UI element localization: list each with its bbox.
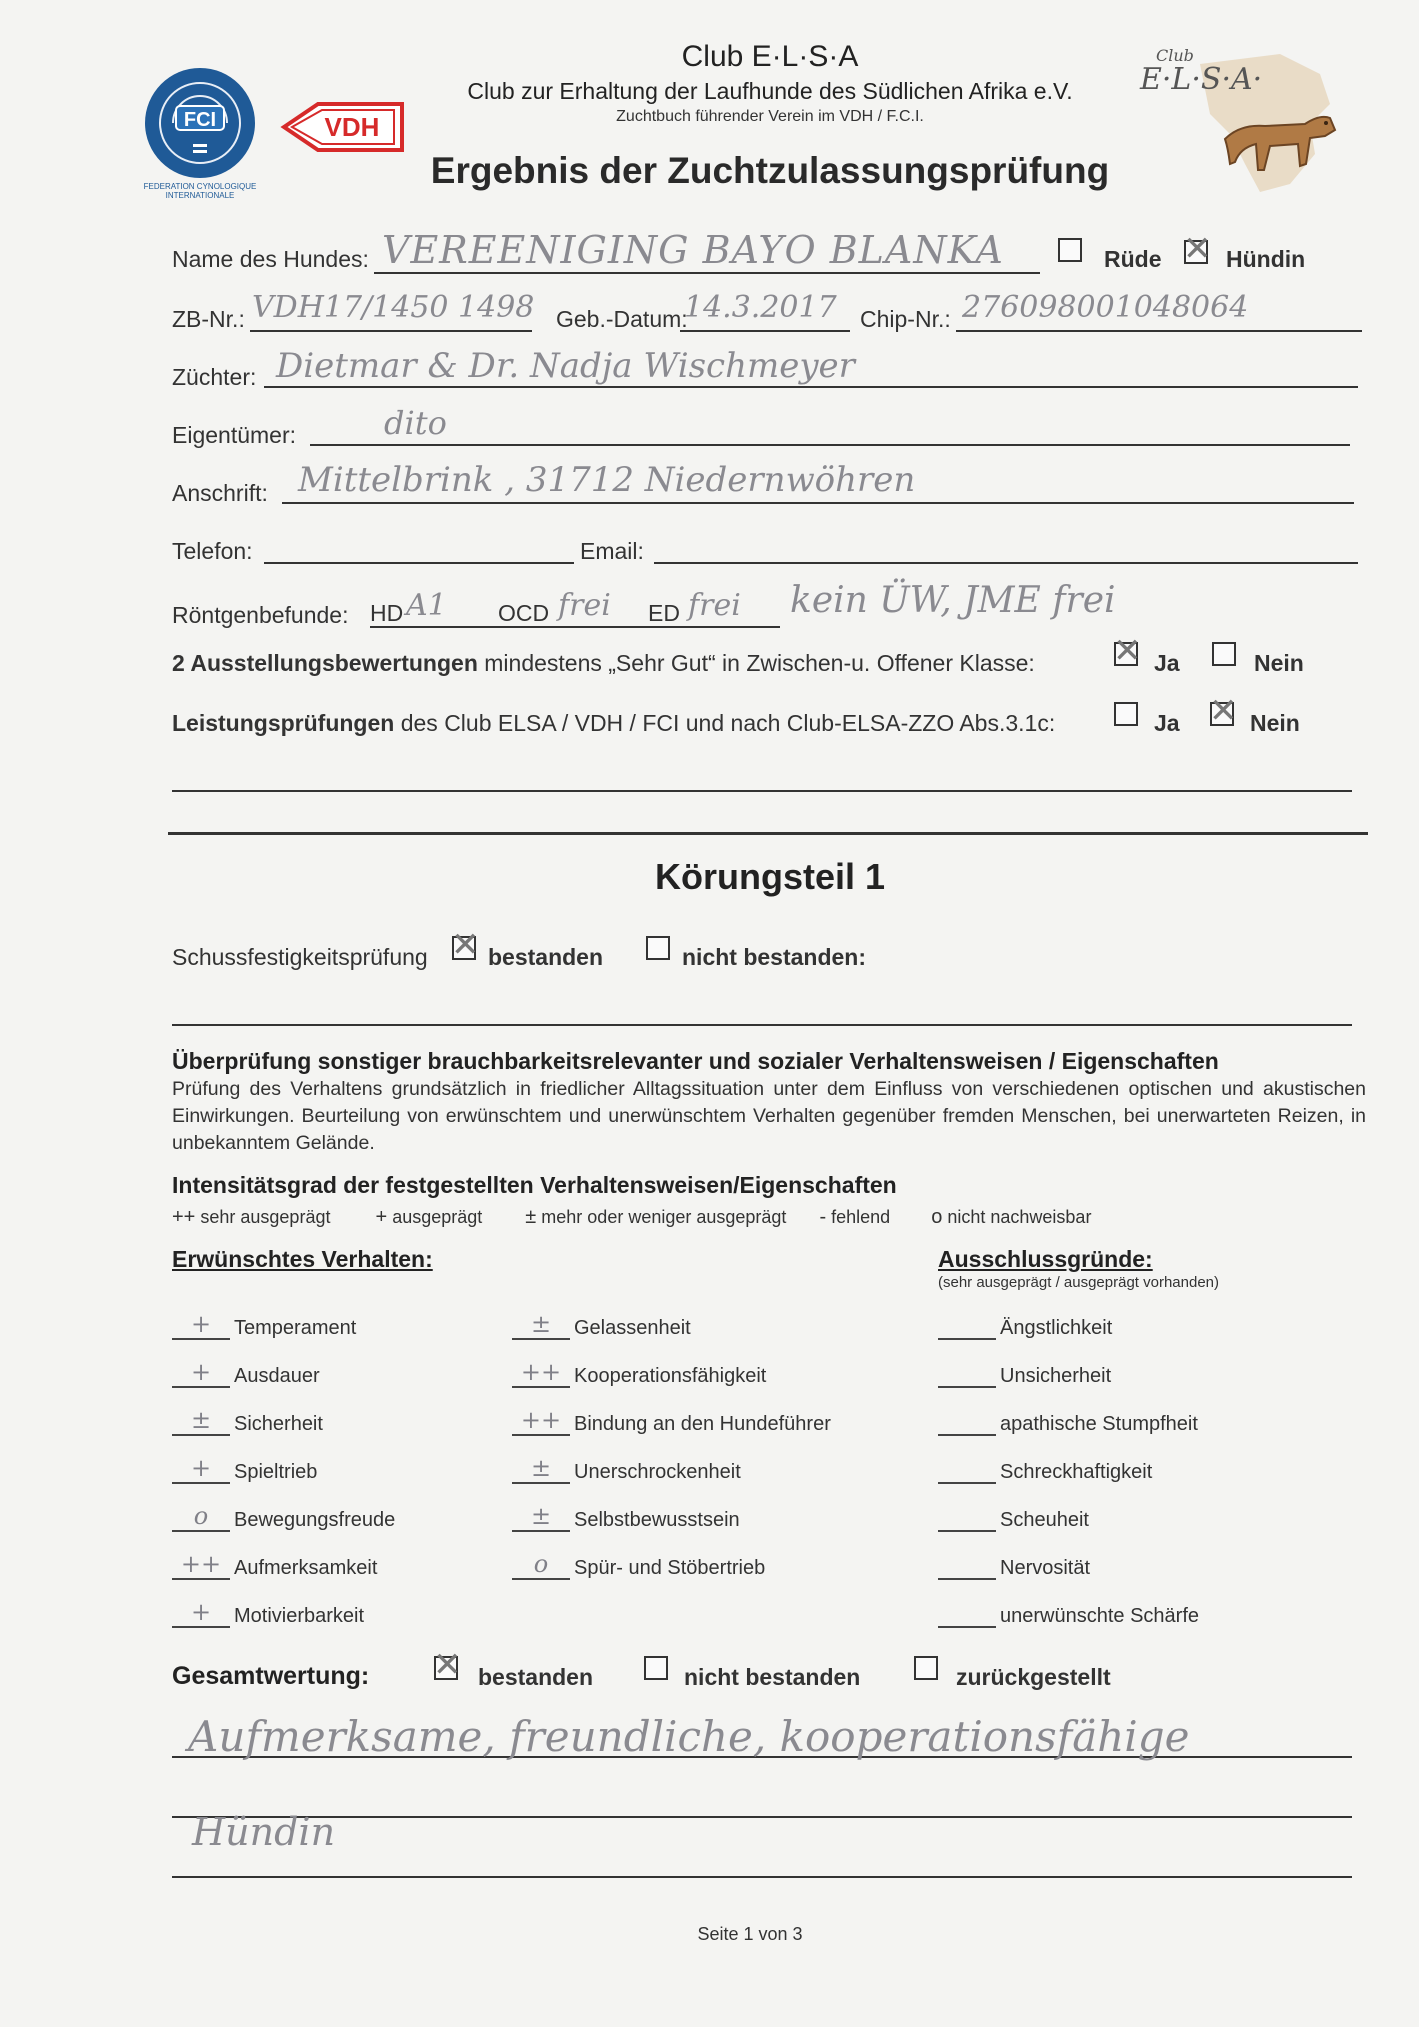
trait-rating[interactable]: o <box>512 1552 570 1580</box>
fci-logo <box>143 66 257 180</box>
fci-ring-text: FEDERATION CYNOLOGIQUE INTERNATIONALE <box>143 182 257 200</box>
zb-line <box>250 330 532 332</box>
exclusion-rating[interactable] <box>938 1312 996 1340</box>
exclusion-rating[interactable] <box>938 1360 996 1388</box>
exclusion-label: Schreckhaftigkeit <box>1000 1461 1153 1483</box>
trait-label: Kooperationsfähigkeit <box>574 1365 767 1387</box>
exclusion-label: unerwünschte Schärfe <box>1000 1605 1200 1627</box>
dob-value: 14.3.2017 <box>684 290 837 325</box>
email-label: Email: <box>580 538 644 564</box>
exhibition-no-label: Nein <box>1254 650 1304 676</box>
overall-passed-checkbox[interactable] <box>433 1645 462 1685</box>
overall-passed-mark: ✕ <box>433 1645 462 1685</box>
breeder-value: Dietmar & Dr. Nadja Wischmeyer <box>276 346 855 386</box>
legend-sym: ++ <box>172 1206 196 1228</box>
club-full-name: Club zur Erhaltung der Laufhunde des Südlichen Afrika e.V. <box>467 78 1073 104</box>
list-item <box>938 1600 1199 1648</box>
fci-seal-icon <box>143 66 257 180</box>
female-check-mark: ✕ <box>1183 229 1212 269</box>
owner-line <box>310 444 1350 446</box>
ocd-label: OCD <box>498 600 550 626</box>
trait-rating[interactable]: ++ <box>512 1408 570 1436</box>
email-field[interactable] <box>654 562 1358 564</box>
exclusion-rating[interactable] <box>938 1408 996 1436</box>
performance-no-checkbox[interactable] <box>1209 691 1238 731</box>
owner-value: dito <box>384 404 447 442</box>
hd-label: HD <box>370 600 404 626</box>
overall-failed-checkbox[interactable] <box>644 1656 668 1680</box>
trait-label: Bindung an den Hundeführer <box>574 1413 831 1435</box>
overall-deferred-label: zurückgestellt <box>956 1664 1111 1690</box>
trait-label: Spieltrieb <box>234 1461 318 1483</box>
legend-sym: ± <box>525 1206 537 1228</box>
overall-label: Gesamtwertung: <box>172 1662 370 1690</box>
shot-failed-label: nicht bestanden: <box>682 944 867 970</box>
list-item <box>938 1408 1199 1456</box>
breeder-line <box>264 386 1358 388</box>
list-item <box>938 1552 1199 1600</box>
vdh-diamond-icon <box>278 100 408 154</box>
legend-text: sehr ausgeprägt <box>200 1207 331 1227</box>
legend-text: ausgeprägt <box>392 1207 483 1227</box>
exclusion-rating[interactable] <box>938 1456 996 1484</box>
address-line <box>282 502 1354 504</box>
list-item <box>172 1408 395 1456</box>
exhibition-question <box>172 650 1035 677</box>
elsa-logo-club: Club <box>1156 46 1194 65</box>
remark-line-3[interactable] <box>172 1876 1352 1878</box>
performance-rest: des Club ELSA / VDH / FCI und nach Club-ELSA-ZZO Abs.3.1c: <box>394 710 1056 736</box>
section-divider <box>168 832 1368 835</box>
desired-col2 <box>512 1312 831 1600</box>
owner-label: Eigentümer: <box>172 422 297 448</box>
zb-value: VDH17/1450 1498 <box>252 290 535 325</box>
dog-name-value: VEREENIGING BAYO BLANKA <box>382 228 1004 272</box>
exclusion-label: Ängstlichkeit <box>1000 1317 1113 1339</box>
trait-label: Ausdauer <box>234 1365 320 1387</box>
shot-passed-label: bestanden <box>488 944 604 970</box>
male-label: Rüde <box>1104 246 1162 272</box>
exclusion-label: Nervosität <box>1000 1557 1091 1579</box>
trait-rating[interactable]: ++ <box>172 1552 230 1580</box>
overall-deferred-checkbox[interactable] <box>914 1656 938 1680</box>
exclusion-rating[interactable] <box>938 1600 996 1628</box>
trait-rating[interactable]: o <box>172 1504 230 1532</box>
review-body: Prüfung des Verhaltens grundsätzlich in friedlicher Alltagssituation unter dem Einfluss von verschiedenen optischen und akustischen Einwirkungen. Beurteilung von erwünschtem und unerwünschtem Verhalten gegenüber fremden Menschen, bei unerwarteten Reizen, in unbekanntem Gelände. <box>172 1078 1366 1154</box>
exhibition-yes-mark: ✕ <box>1113 631 1142 671</box>
ed-value: frei <box>688 588 741 623</box>
trait-label: Selbstbewusstsein <box>574 1509 740 1531</box>
exclusion-label: Unsicherheit <box>1000 1365 1112 1387</box>
performance-yes-label: Ja <box>1154 710 1180 736</box>
legend-sym: + <box>375 1206 388 1228</box>
list-item <box>938 1456 1199 1504</box>
shot-failed-checkbox[interactable] <box>646 936 670 960</box>
list-item <box>512 1504 831 1552</box>
trait-rating[interactable]: ± <box>512 1312 570 1340</box>
exhibition-bold: 2 Ausstellungsbewertungen <box>172 650 478 676</box>
overall-passed-label: bestanden <box>478 1664 594 1690</box>
trait-rating[interactable]: ± <box>512 1504 570 1532</box>
shot-test-label: Schussfestigkeitsprüfung <box>172 944 428 970</box>
list-item <box>172 1360 395 1408</box>
dog-name-line <box>374 272 1040 274</box>
page-title: Ergebnis der Zuchtzulassungsprüfung <box>430 150 1110 191</box>
trait-rating[interactable]: + <box>172 1456 230 1484</box>
desired-col1 <box>172 1312 395 1648</box>
remark-line-2[interactable] <box>172 1816 1352 1818</box>
trait-rating[interactable]: ++ <box>512 1360 570 1388</box>
trait-rating[interactable]: + <box>172 1600 230 1628</box>
xray-note: kein ÜW, JME frei <box>790 580 1116 621</box>
list-item <box>938 1504 1199 1552</box>
legend-sym: o <box>931 1206 943 1228</box>
list-item <box>172 1504 395 1552</box>
list-item <box>512 1408 831 1456</box>
chip-label: Chip-Nr.: <box>860 306 951 332</box>
remark-text-1: Aufmerksame, freundliche, kooperationsfähige <box>188 1712 1190 1761</box>
trait-label: Motivierbarkeit <box>234 1605 365 1627</box>
shot-passed-mark: ✕ <box>451 925 480 965</box>
exhibition-yes-checkbox[interactable] <box>1113 631 1142 671</box>
ed-label: ED <box>648 600 680 626</box>
address-label: Anschrift: <box>172 480 268 506</box>
performance-bold: Leistungsprüfungen <box>172 710 395 736</box>
performance-question <box>172 710 1055 737</box>
phone-field[interactable] <box>264 562 574 564</box>
exclusion-list <box>938 1312 1199 1648</box>
dob-label: Geb.-Datum: <box>556 306 688 332</box>
legend-sym: - <box>819 1206 827 1228</box>
intensity-title: Intensitätsgrad der festgestellten Verhaltensweisen/Eigenschaften <box>172 1172 897 1198</box>
exclusion-label: Scheuheit <box>1000 1509 1089 1531</box>
list-item <box>512 1456 831 1504</box>
list-item <box>938 1312 1199 1360</box>
legend-text: mehr oder weniger ausgeprägt <box>541 1207 787 1227</box>
trait-rating[interactable]: ± <box>512 1456 570 1484</box>
legend-text: nicht nachweisbar <box>947 1207 1092 1227</box>
exclusion-label: apathische Stumpfheit <box>1000 1413 1198 1435</box>
exclusion-rating[interactable] <box>938 1552 996 1580</box>
vdh-logo <box>278 100 408 154</box>
review-title: Überprüfung sonstiger brauchbarkeitsrelevanter und sozialer Verhaltensweisen / Eigenschaften <box>172 1048 1219 1074</box>
zb-label: ZB-Nr.: <box>172 306 245 332</box>
vdh-logo-text: VDH <box>324 112 380 142</box>
chip-value: 276098001048064 <box>962 290 1249 325</box>
phone-label: Telefon: <box>172 538 253 564</box>
trait-label: Temperament <box>234 1317 357 1339</box>
trait-label: Bewegungsfreude <box>234 1509 396 1531</box>
intensity-legend <box>172 1206 1091 1229</box>
elsa-logo-text: E·L·S·A· <box>1140 62 1263 97</box>
exclusion-title: Ausschlussgründe: <box>938 1246 1153 1272</box>
hd-value: A1 <box>406 588 447 623</box>
shot-passed-checkbox[interactable] <box>451 925 480 965</box>
trait-label: Sicherheit <box>234 1413 323 1435</box>
performance-no-label: Nein <box>1250 710 1300 736</box>
performance-no-mark: ✕ <box>1209 691 1238 731</box>
list-item <box>938 1360 1199 1408</box>
exhibition-rest: mindestens „Sehr Gut“ in Zwischen-u. Offener Klasse: <box>477 650 1035 676</box>
breeder-label: Züchter: <box>172 364 257 390</box>
list-item <box>512 1312 831 1360</box>
legend-text: fehlend <box>831 1207 891 1227</box>
trait-rating[interactable]: ± <box>172 1408 230 1436</box>
xray-label: Röntgenbefunde: <box>172 602 349 628</box>
exclusion-rating[interactable] <box>938 1504 996 1532</box>
desired-title: Erwünschtes Verhalten: <box>172 1246 433 1272</box>
exhibition-no-checkbox[interactable] <box>1212 642 1236 666</box>
dob-line <box>680 330 850 332</box>
trait-rating[interactable]: + <box>172 1360 230 1388</box>
list-item <box>172 1552 395 1600</box>
list-item <box>172 1600 395 1648</box>
list-item <box>512 1360 831 1408</box>
exclusion-subtitle: (sehr ausgeprägt / ausgeprägt vorhanden) <box>938 1274 1220 1291</box>
page-number: Seite 1 von 3 <box>697 1924 803 1944</box>
male-checkbox[interactable] <box>1058 238 1082 262</box>
list-item <box>172 1456 395 1504</box>
hd-line <box>370 626 780 628</box>
club-subline: Zuchtbuch führender Verein im VDH / F.C.I. <box>616 108 924 125</box>
performance-notes-line[interactable] <box>172 790 1352 792</box>
overall-failed-label: nicht bestanden <box>684 1664 861 1690</box>
exhibition-yes-label: Ja <box>1154 650 1180 676</box>
trait-label: Aufmerksamkeit <box>234 1557 378 1579</box>
trait-label: Gelassenheit <box>574 1317 691 1339</box>
part1-title: Körungsteil 1 <box>654 856 886 897</box>
remark-text-2: Hündin <box>192 1810 336 1854</box>
female-checkbox[interactable] <box>1183 229 1212 269</box>
list-item <box>512 1552 831 1600</box>
ocd-value: frei <box>558 588 611 623</box>
fci-logo-text: FCI <box>183 109 217 131</box>
trait-label: Unerschrockenheit <box>574 1461 741 1483</box>
trait-label: Spür- und Stöbertrieb <box>574 1557 766 1579</box>
female-label: Hündin <box>1226 246 1306 272</box>
shot-notes-line[interactable] <box>172 1024 1352 1026</box>
dog-name-label: Name des Hundes: <box>172 246 369 272</box>
address-value: Mittelbrink , 31712 Niedernwöhren <box>298 460 916 500</box>
performance-yes-checkbox[interactable] <box>1114 702 1138 726</box>
club-name: Club E·L·S·A <box>681 40 859 73</box>
list-item <box>172 1312 395 1360</box>
trait-rating[interactable]: + <box>172 1312 230 1340</box>
chip-line <box>956 330 1362 332</box>
